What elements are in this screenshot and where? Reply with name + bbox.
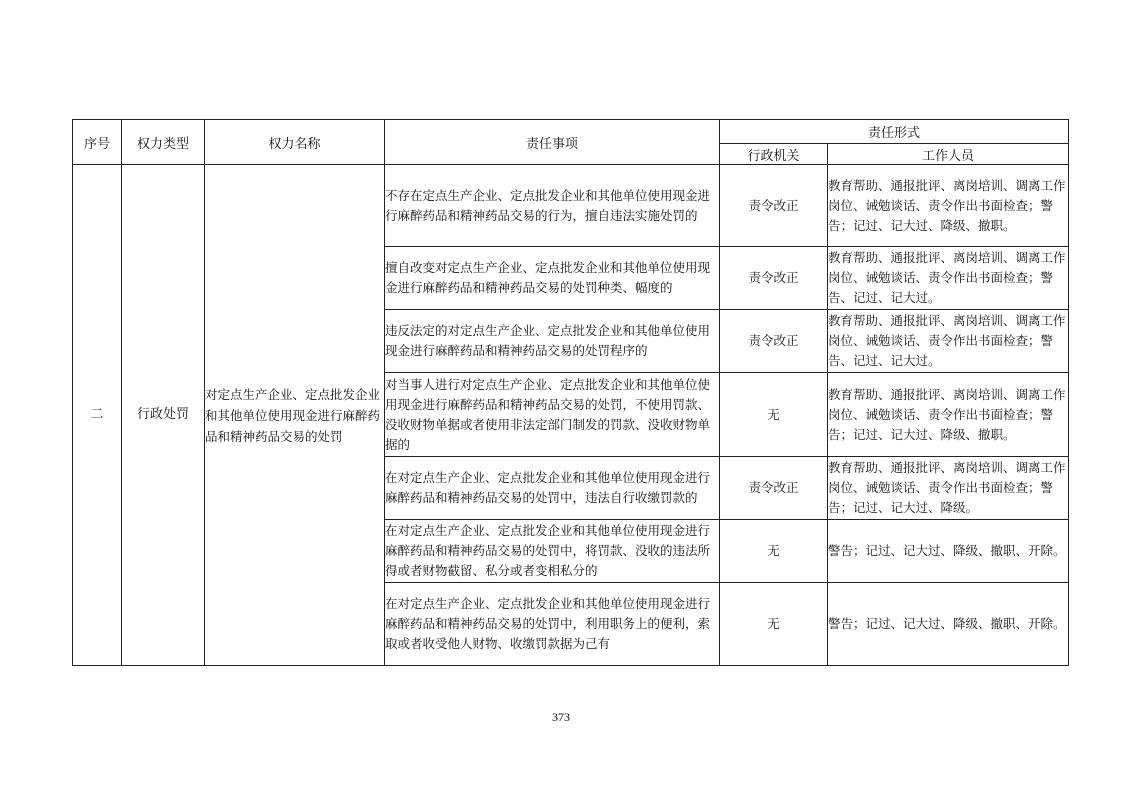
group-power-type: 行政处罚 xyxy=(122,165,205,666)
staff-action: 警告；记过、记大过、降级、撤职、开除。 xyxy=(828,583,1069,666)
header-seq: 序号 xyxy=(73,120,122,165)
responsibility-matter: 在对定点生产企业、定点批发企业和其他单位使用现金进行麻醉药品和精神药品交易的处罚中，利用职务上的便利，索取或者收受他人财物、收缴罚款据为己有 xyxy=(385,583,720,666)
header-staff: 工作人员 xyxy=(828,144,1069,165)
staff-action: 教育帮助、通报批评、离岗培训、调离工作岗位、诫勉谈话、责令作出书面检查；警告、记过、记大过。 xyxy=(828,310,1069,373)
header-power-name: 权力名称 xyxy=(205,120,385,165)
group-power-name: 对定点生产企业、定点批发企业和其他单位使用现金进行麻醉药品和精神药品交易的处罚 xyxy=(205,165,385,666)
agency-action: 责令改正 xyxy=(720,165,828,247)
agency-action: 无 xyxy=(720,583,828,666)
responsibility-matter: 违反法定的对定点生产企业、定点批发企业和其他单位使用现金进行麻醉药品和精神药品交易的处罚程序的 xyxy=(385,310,720,373)
header-administrative-agency: 行政机关 xyxy=(720,144,828,165)
header-responsibility-form: 责任形式 xyxy=(720,120,1069,144)
agency-action: 无 xyxy=(720,373,828,457)
staff-action: 教育帮助、通报批评、离岗培训、调离工作岗位、诫勉谈话、责令作出书面检查；警告；记过、记大过、降级、撤职。 xyxy=(828,165,1069,247)
agency-action: 无 xyxy=(720,520,828,583)
agency-action: 责令改正 xyxy=(720,310,828,373)
responsibility-table xyxy=(72,119,1069,666)
group-seq: 二 xyxy=(73,165,122,666)
table-row xyxy=(73,165,1069,247)
agency-action: 责令改正 xyxy=(720,247,828,310)
responsibility-matter: 在对定点生产企业、定点批发企业和其他单位使用现金进行麻醉药品和精神药品交易的处罚中，违法自行收缴罚款的 xyxy=(385,457,720,520)
staff-action: 教育帮助、通报批评、离岗培训、调离工作岗位、诫勉谈话、责令作出书面检查；警告；记过、记大过、降级。 xyxy=(828,457,1069,520)
staff-action: 警告；记过、记大过、降级、撤职、开除。 xyxy=(828,520,1069,583)
responsibility-matter: 擅自改变对定点生产企业、定点批发企业和其他单位使用现金进行麻醉药品和精神药品交易的处罚种类、幅度的 xyxy=(385,247,720,310)
staff-action: 教育帮助、通报批评、离岗培训、调离工作岗位、诫勉谈话、责令作出书面检查；警告；记过、记大过、降级、撤职。 xyxy=(828,373,1069,457)
staff-action: 教育帮助、通报批评、离岗培训、调离工作岗位、诫勉谈话、责令作出书面检查；警告、记过、记大过。 xyxy=(828,247,1069,310)
header-responsibility-matter: 责任事项 xyxy=(385,120,720,165)
page-number: 373 xyxy=(552,710,570,724)
header-power-type: 权力类型 xyxy=(122,120,205,165)
responsibility-matter: 不存在定点生产企业、定点批发企业和其他单位使用现金进行麻醉药品和精神药品交易的行为，擅自违法实施处罚的 xyxy=(385,165,720,247)
responsibility-matter: 对当事人进行对定点生产企业、定点批发企业和其他单位使用现金进行麻醉药品和精神药品交易的处罚，不使用罚款、没收财物单据或者使用非法定部门制发的罚款、没收财物单据的 xyxy=(385,373,720,457)
agency-action: 责令改正 xyxy=(720,457,828,520)
responsibility-matter: 在对定点生产企业、定点批发企业和其他单位使用现金进行麻醉药品和精神药品交易的处罚中，将罚款、没收的违法所得或者财物截留、私分或者变相私分的 xyxy=(385,520,720,583)
